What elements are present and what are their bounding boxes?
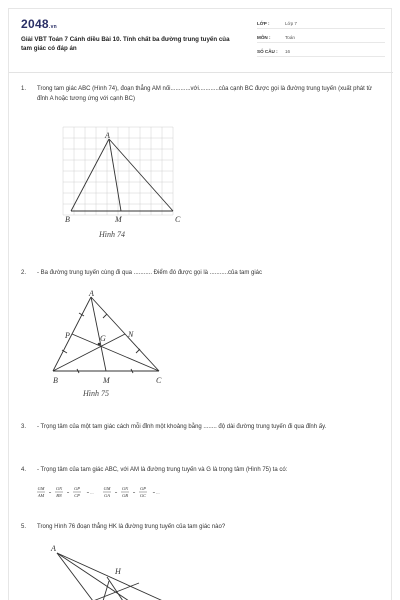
question-3 bbox=[21, 423, 385, 443]
label-a: A bbox=[105, 131, 110, 140]
formula-equals: = bbox=[132, 490, 136, 495]
question-text: - Trọng tâm của một tam giác cách mỗi đỉnh một khoảng bằng ........ độ dài đường trung tuyến đi qua đỉnh ấy. bbox=[37, 424, 327, 430]
meta-subject-key: MÔN : bbox=[257, 35, 271, 40]
fraction-numerator: GM bbox=[37, 486, 45, 491]
question-number: 3. bbox=[21, 424, 27, 430]
label-n: N bbox=[128, 330, 134, 339]
question-2 bbox=[21, 269, 385, 279]
figure-74-caption: Hình 74 bbox=[99, 230, 125, 239]
fraction-denominator: CP bbox=[74, 493, 80, 498]
question-4 bbox=[21, 466, 385, 476]
figure-76-triangle bbox=[39, 537, 189, 600]
document-page bbox=[8, 8, 392, 600]
meta-count-row bbox=[257, 46, 385, 57]
meta-class-row bbox=[257, 18, 385, 29]
label-a: A bbox=[89, 289, 94, 298]
formula-blank: = ... bbox=[152, 490, 160, 495]
fraction-denominator: GC bbox=[139, 493, 147, 498]
fraction-denominator: GB bbox=[122, 493, 128, 498]
label-p: P bbox=[65, 331, 70, 340]
formula-equals: = bbox=[48, 490, 52, 495]
centroid-ratio-formula bbox=[35, 483, 195, 503]
meta-count-key: SỐ CÂU : bbox=[257, 49, 278, 54]
meta-class-key: LỚP : bbox=[257, 21, 270, 26]
logo-text: 2048 bbox=[21, 17, 49, 31]
document-title: Giải VBT Toán 7 Cánh diều Bài 10. Tính chất ba đường trung tuyến của tam giác có đáp án bbox=[21, 36, 230, 52]
fraction-numerator: GN bbox=[55, 486, 63, 491]
question-text: Trong tam giác ABC (Hình 74), đoạn thẳng AM nối............với............của cạnh BC được gọi là đường trung tuyến (xuất phát từ đỉnh A hoặc tương ứng với cạnh BC) bbox=[37, 86, 373, 102]
meta-subject-value: Toán bbox=[285, 35, 295, 40]
label-h: H bbox=[115, 567, 121, 576]
fraction-denominator: GA bbox=[104, 493, 110, 498]
label-a: A bbox=[51, 544, 56, 553]
fraction-numerator: GP bbox=[74, 486, 80, 491]
question-text: - Trọng tâm của tam giác ABC, với AM là đường trung tuyến và G là trọng tâm (Hình 75) ta có: bbox=[37, 467, 288, 473]
question-1 bbox=[21, 85, 385, 105]
site-logo[interactable] bbox=[21, 17, 57, 31]
question-text: Trong Hình 76 đoạn thẳng HK là đường trung tuyến của tam giác nào? bbox=[37, 524, 226, 530]
meta-subject-row bbox=[257, 32, 385, 43]
question-number: 4. bbox=[21, 467, 27, 473]
question-number: 1. bbox=[21, 86, 27, 92]
label-m: M bbox=[115, 215, 122, 224]
question-5 bbox=[21, 523, 385, 533]
document-header bbox=[9, 9, 393, 73]
figure-74-triangle bbox=[57, 121, 185, 225]
label-g: G bbox=[100, 334, 106, 343]
fraction-denominator: AM bbox=[37, 493, 45, 498]
formula-equals: = bbox=[66, 490, 70, 495]
label-b: B bbox=[53, 376, 58, 385]
fraction-numerator: GM bbox=[103, 486, 111, 491]
question-text: - Ba đường trung tuyến cùng đi qua ........... Điểm đó được gọi là ...........của tam giác bbox=[37, 270, 263, 276]
meta-count-value: 16 bbox=[285, 49, 291, 54]
label-m: M bbox=[103, 376, 110, 385]
logo-domain: .vn bbox=[48, 24, 58, 30]
formula-equals: = bbox=[114, 490, 118, 495]
fraction-denominator: BN bbox=[56, 493, 62, 498]
figure-75-triangle bbox=[43, 287, 173, 387]
label-c: C bbox=[156, 376, 162, 385]
question-number: 5. bbox=[21, 524, 27, 530]
fraction-numerator: GN bbox=[121, 486, 129, 491]
question-number: 2. bbox=[21, 270, 27, 276]
label-b: B bbox=[65, 215, 70, 224]
label-c: C bbox=[175, 215, 181, 224]
figure-75-caption: Hình 75 bbox=[83, 389, 109, 398]
meta-class-value: Lớp 7 bbox=[285, 21, 297, 26]
formula-blank: = ... bbox=[86, 490, 94, 495]
fraction-numerator: GP bbox=[140, 486, 146, 491]
